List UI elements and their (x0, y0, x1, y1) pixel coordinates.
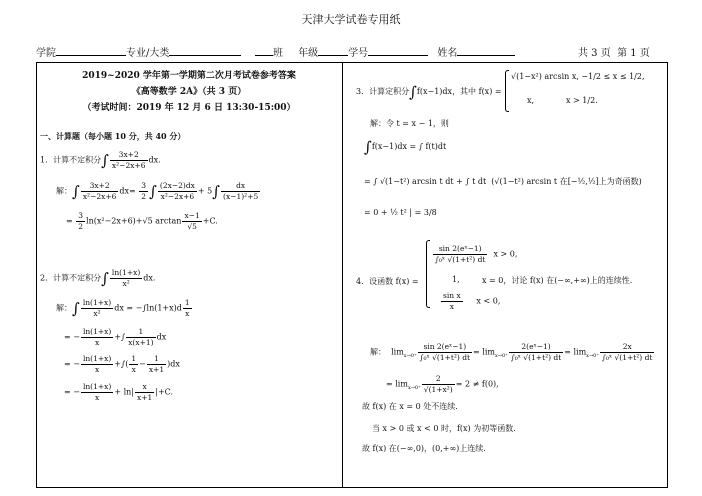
q1-int1-den: x²−2x+6 (160, 192, 195, 201)
q3-case-1: √(1−x²) arcsin x, −1/2 ≤ x ≤ 1/2, (511, 72, 645, 81)
q2-l3-minus: − (139, 359, 146, 369)
section-heading: 一、计算题（每小题 10 分，共 40 分） (40, 131, 186, 141)
q4-l2-fn: 2 (422, 374, 455, 385)
q3-solution-line2 (364, 176, 642, 187)
class-label: 班 (273, 48, 283, 59)
q1-sol-num: 3x+2 (81, 181, 119, 192)
q2-solution-label: 解： (56, 303, 72, 313)
q4-c1-den: ∫₀ˣ √(1+t²) dt (435, 255, 486, 264)
course-title: 《高等数学 2A》（共 3 页） (131, 87, 247, 97)
q2-l4-ln-num: ln(1+x) (82, 382, 112, 391)
exam-time: （考试时间：2019 年 12 月 6 日 13:30-15:00） (82, 103, 296, 113)
q4-c3-den: x (449, 302, 454, 311)
major-blank[interactable] (169, 46, 241, 56)
q1-numerator: 3x+2 (110, 150, 148, 161)
q4-case-2-value: 1, (452, 275, 460, 284)
student-id-label: 学号 (348, 48, 369, 59)
q2-sol-den: x² (93, 309, 101, 318)
q1-solution-label: 解： (56, 186, 72, 196)
q1-coef-den: 2 (141, 192, 147, 201)
q4-case-3 (440, 291, 500, 312)
q1-l2-fd: √5 (187, 222, 197, 231)
q2-l4-end: |+C. (155, 387, 174, 397)
q1-eq: = (129, 186, 139, 196)
q1-sol-den: x²−2x+6 (82, 192, 117, 201)
college-blank[interactable] (56, 46, 126, 56)
q3-l2-text: = ∫ √(1−t²) arcsin t dt + ∫ t dt (364, 177, 487, 186)
q2-l2-fd: x(x+1) (128, 338, 154, 347)
college-label: 学院 (36, 48, 56, 59)
q2-l2-dx: dx (156, 332, 167, 342)
q4-conclusion-3: 故 f(x) 在(−∞,0)，(0,+∞)上连续. (362, 444, 486, 453)
q2-l2-ln-den: x (95, 338, 100, 347)
q2-numerator: ln(1+x) (111, 268, 141, 277)
q4-l2-end: = 2 ≠ f(0), (455, 379, 499, 389)
q2-l2-tail: +∫ (114, 332, 126, 342)
q4-c3-cond: x < 0, (476, 296, 501, 306)
q4-l1-f2n: 2(eˣ−1) (509, 342, 563, 353)
q2-l2-fn: 1 (126, 327, 155, 338)
question-1: 1．计算不定积分∫ $\frac{3x+2}{\text{x²−2x+6}}$ dx. (40, 150, 161, 170)
page-info (578, 44, 650, 59)
q3-integral: f(x−1)dx，其中 f(x) = (416, 87, 502, 96)
exam-title: 2019~2020 学年第一学期第二次月考试卷参考答案 (82, 71, 296, 81)
q3-odd-function-note: (√(1−t²) arcsin t 在[−½,½]上为奇函数) (491, 177, 642, 186)
q4-lim-3-sub: x→0⁺ (586, 353, 600, 360)
column-divider (342, 62, 343, 488)
q2-l3-end: )dx (167, 359, 180, 369)
q2-denominator: x² (122, 279, 130, 288)
q2-l4-ln-den: x (95, 393, 100, 402)
q2-l4-mid: + ln| (114, 387, 134, 397)
q2-l1-fn: 1 (184, 298, 190, 307)
q4-case-1 (432, 244, 517, 265)
q4-solution-label: 解： (370, 347, 386, 357)
q3-prefix: 3．计算定积分 (356, 87, 410, 96)
q4-lim-4-sub: x→0⁺ (407, 385, 421, 392)
q4-c3-num: sin x (443, 291, 461, 300)
q1-fraction (110, 150, 148, 171)
q1-l2-end: +C. (202, 216, 218, 226)
q3-solution-intro: 解：令 t = x − 1，则 (370, 119, 449, 128)
q4-c1-num: sin 2(eˣ−1) (433, 244, 487, 255)
sheet-title: 天津大学试卷专用纸 (301, 13, 401, 26)
q4-l1-f1n: sin 2(eˣ−1) (418, 342, 472, 353)
q2-prefix: 2．计算不定积分 (40, 273, 102, 283)
q2-l1-fd: x (185, 309, 190, 318)
q2-l3-mid: +∫( (114, 359, 129, 369)
q1-prefix: 1．计算不定积分 (40, 155, 102, 165)
q1-l2-eq: = (66, 216, 76, 226)
major-label: 专业/大类 (126, 48, 170, 59)
q2-l3-eq: = − (64, 359, 80, 369)
q4-l1-f3d: ∫₀ˣ √(1+t²) dt (602, 353, 653, 362)
q1-denominator: x²−2x+6 (111, 161, 146, 170)
q4-conclusion-1: 故 f(x) 在 x = 0 处不连续. (362, 402, 458, 411)
q1-l2-coef-den: 2 (78, 222, 84, 231)
question-2: 2．计算不定积分∫ $\frac{\ln(1+x)}{\text{x²}}$ dx. (40, 268, 156, 288)
q1-int1-num: (2x−2)dx (159, 181, 195, 190)
q2-l3-b: 1 (147, 354, 166, 365)
q4-c1-cond: x > 0, (493, 249, 518, 259)
question-4-prefix: 4．设函数 f(x) = (356, 277, 419, 286)
q2-l3-ad: x (131, 365, 136, 374)
student-id-blank[interactable] (368, 46, 428, 56)
q1-plus5: + 5 (197, 186, 213, 196)
q2-dx: dx. (143, 273, 156, 283)
q2-solution-line2 (64, 327, 166, 348)
q4-case-brace (426, 240, 430, 308)
q4-conclusion-2: 当 x > 0 或 x < 0 时，f(x) 为初等函数. (372, 424, 516, 433)
class-field[interactable] (255, 44, 515, 59)
name-blank[interactable] (457, 46, 515, 56)
q4-lim-1-sub: x→0⁺ (403, 353, 417, 360)
q4-lim-4: lim (395, 379, 408, 389)
name-label: 姓名 (437, 48, 458, 59)
grade-label: 年级 (298, 48, 319, 59)
q2-l3-ln-num: ln(1+x) (82, 354, 112, 363)
q4-l1-f2d: ∫₀ˣ √(1+t²) dt (510, 353, 562, 362)
q2-l2-ln-num: ln(1+x) (82, 327, 112, 336)
q2-solution-line3 (64, 354, 180, 375)
q1-l2-fn: x−1 (184, 211, 200, 220)
q3-case-brace (505, 70, 509, 112)
q4-solution-line2: = $\lim_{x\to 0^+}$ $\frac{2}{\text{√(1+x²)}}$ = 2 ≠ f(0), (386, 374, 499, 394)
college-field[interactable] (36, 44, 241, 59)
q4-lim-3: lim (573, 347, 587, 357)
q2-l3-a: 1 (131, 354, 137, 363)
q2-l3-bd: x+1 (148, 365, 165, 374)
q1-solution-line1: 解：∫ $\frac{3x+2}{\text{x²−2x+6}}$ dx= $\frac{3}{2}$ ∫ $\frac{(2x-2)dx}{\text{x²−2x+6}}$ + 5∫ $\frac{dx}{\text{(x−1)²+5}}$ (56, 181, 259, 201)
q4-l1-f3n: 2x (600, 342, 654, 353)
q1-solution-line2 (66, 211, 218, 232)
q4-l1-f1d: ∫₀ˣ √(1+t²) dt (419, 353, 471, 362)
q2-l3-ln-den: x (95, 365, 100, 374)
q2-l1-end: = −∫ln(1+x)d (126, 303, 182, 313)
q2-l4-fn: x (135, 382, 154, 393)
q4-solution-line1: 解： $\lim_{x\to 0^+}$ $\frac{\text{sin 2(eˣ−1)}}{\text{∫₀ˣ √(1+t²) dt}}$ = $\lim_{x\to 0^+}$ $\frac{\text{2(eˣ−1)}}{\text{∫₀ˣ √(1+t²) dt}}$ = $\lim_{x\to 0^+}$ $\frac{2x}{\text{∫₀ˣ √(1+t²) dt}}$ (370, 342, 653, 362)
q1-dx: dx. (148, 155, 161, 165)
q3-case-2b: x > 1/2. (566, 96, 598, 105)
q1-coef-num: 3 (141, 181, 147, 190)
pages-total: 共 3 页 (578, 48, 611, 59)
grade-blank[interactable] (318, 46, 348, 56)
q1-l2-mid: ln(x²−2x+6)+√5 arctan (86, 216, 182, 226)
q2-l4-eq: = − (64, 387, 80, 397)
q3-case-2a: x, (527, 96, 535, 105)
q3-solution-line1: ∫f(x−1)dx = ∫ f(t)dt (364, 138, 447, 156)
q3-l1-text: f(x−1)dx = ∫ f(t)dt (371, 142, 447, 151)
q2-solution-line4 (64, 382, 173, 403)
q2-solution-line1: 解：∫ $\frac{\ln(1+x)}{\text{x²}}$ dx = −∫ln(1+x)d $\frac{1}{x}$ (56, 298, 190, 318)
q2-l2-eq: = − (64, 332, 80, 342)
question-3: 3．计算定积分∫f(x−1)dx，其中 f(x) = (356, 83, 502, 101)
page-current: 第 1 页 (617, 48, 650, 59)
q4-lim-2: lim (482, 347, 495, 357)
q3-solution-line3: = 0 + ½ t² | = 3/8 (364, 208, 437, 217)
q1-int2-num: dx (221, 181, 260, 192)
q4-l2-fd: √(1+x²) (423, 385, 453, 394)
q1-l2-coef-num: 3 (78, 211, 84, 220)
q1-int2-den: (x−1)²+5 (223, 192, 259, 201)
q4-case-2-cond: x = 0，讨论 f(x) 在(−∞,+∞)上的连续性. (482, 276, 633, 285)
q2-l4-fd: x+1 (136, 393, 153, 402)
q2-sol-num: ln(1+x) (82, 298, 112, 307)
q4-lim-1: lim (391, 347, 404, 357)
class-blank[interactable] (255, 46, 273, 56)
q4-lim-2-sub: x→0⁺ (494, 353, 508, 360)
